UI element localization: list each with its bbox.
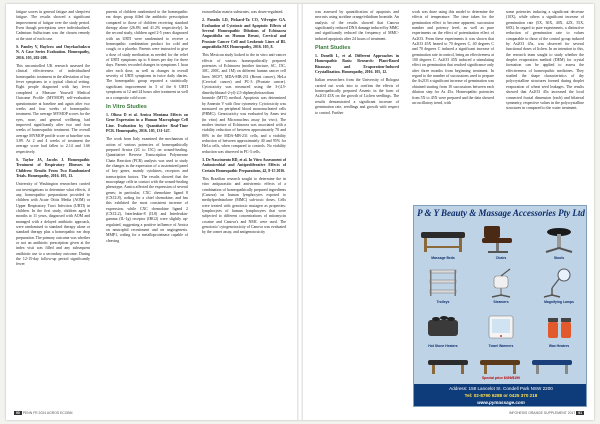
ad-product-chair: [474, 222, 528, 262]
text-column-4: [315, 10, 399, 410]
ad-product-label: Special price $499/$199: [482, 376, 520, 380]
text-column-6: [506, 10, 584, 206]
paragraph: extracellular matrix substrates, was down-regulated.: [202, 10, 284, 14]
ad-product-label: Magnifying Lamps: [544, 300, 574, 304]
ad-product-wax-heater: [534, 310, 584, 350]
paragraph: This Brazilian research sought to determine the in vitro antiparasitic and antiviremic effects of a combination of homeopathically prepared ingredients (Canova) on human lymphocytes exposed to methylprednisolone (MMC) sub-toxic doses. Cells were treated with genotoxic mutagen as properties: lymphocytes of human lymphocytes that were subjected to different concentrations of mitomycin cocaine and Canova's and NMC were used. The genotoxic/ cytogenotoxicity of Canova was evaluated by the comet assay, and antigenotoxicity: [202, 176, 286, 235]
paragraph: Italian researchers from the University of Bologna carried out work into to confirm the effects of homeopathically prepared Arsenic in the form of As2O3 45X on the growth of Lichen seedlings. The results demonstrated a significant increase of germination rate, seedlings and growth with respect to control. Further: [315, 78, 399, 115]
massage-bed-icon: [418, 222, 468, 256]
ad-product-label: Hot Stone Heaters: [428, 344, 458, 348]
ad-website[interactable]: www.pymassage.com: [477, 400, 525, 405]
ad-product-lamp: [534, 266, 584, 306]
stool-icon: [534, 222, 584, 256]
footer-text: INFOHESIS ORANGE SUPPLEMENT 2017: [509, 411, 576, 415]
reference-title: S. Pandey V, Haylcow and Onyekachukwu N. A Case Series Evaluation. Homeopathy, 2016. 105, 202-208.: [16, 45, 90, 60]
ad-product-stool: [534, 222, 584, 262]
right-page-footer: [509, 411, 584, 415]
ad-product-trolley: [418, 266, 468, 306]
ad-product-label: Chairs: [495, 256, 507, 260]
text-column-2: [106, 10, 188, 410]
section-heading: In Vitro Studies: [106, 103, 147, 110]
ad-product-label: Trolleys: [436, 300, 450, 304]
text-column-3: [202, 10, 286, 410]
paragraph: The work from Italy examined the mechanism of action of various potencies of homeopathically prepared Arnica (2C to 15C) on wound-healing. Quantitative Reverse Transcription Polymerase Chain Reaction (PCR) analysis was used to study the changes in the expression of a customized panel of key genes, mainly cytokines, receptors and transcription factors. The results showed that the macrophage cells in contact with the wound-healing phenotype, Arnica affected the expression of several genes; in particular, CXC chemokine ligand 8 (CXCL8), coding for a chief chemokine, and has this exhibited the most consistent increase of expression, while CXC chemokine ligand 2 (CXCL2), Interleukin-8 (IL8) and Interleukin-gamma (IL-1g) receptor (IRG2) were slightly up-regulated, suggesting a positive influence of Arnica on neutrophil recruitment and on angiogenesis. MMP1, coding for a metalloproteinase capable of cleaving: [106, 137, 188, 243]
ad-contact-footer: [414, 384, 587, 406]
ad-product-steamer: [474, 266, 528, 306]
page-gutter: [297, 4, 303, 420]
beds-icon: [418, 354, 584, 376]
ad-title: P & Y Beauty & Massage Accessories Pty Ltd: [417, 208, 585, 218]
reference-title: 3. De Nascimento BD, et al. In Vitro Assessment of Antimicrobial and Antiproliferative Effects of Certain Homeopathic Preparations, 42, 8-15 2016.: [202, 157, 286, 173]
paragraph: This uncontrolled UK research assessed the clinical effectiveness of individualised homeopathic treatment in the alleviation of hay fever symptoms in a typical clinical setting. Eight people diagnosed with hay fever completed a Measure Yourself Medical Outcome Profile (MYMOP) self-evaluation questionnaire at baseline and again after two weeks and four weeks of homeopathic treatment. The average MYMOP scores for the eyes, nose, and general wellbeing had improved significantly after two and four weeks of homeopathic treatment. The overall average MYMOP profile score at baseline was 3.89. At 2 and 4 weeks of treatment the average score had fallen to 2.14 and 1.66 respectively.: [16, 64, 90, 154]
towel-warmer-icon: [474, 310, 528, 344]
ad-product-stone-heater: [418, 310, 468, 350]
paragraph: some potencies inducing a significant decrease (10X), while others a significant increase of germination rate (5X, 30X, 40X, 42X, 55X, 60X). In regard to pure experiments, a distinctive reduction of germination rate to values comparable to those of the control group induced by As2O3 45x, was observed for several functional doses of lichen. In an intention to this, the research team sought to study whether the droplet evaporation method (DEM) for crystal formation can be applied to assess the effectiveness of homeopathic medicines. They studied the shape characteristics of dry polycrystalline structures formed during droplet evaporation of wheat seed leakages. The results showed that As2O3 45x increased the local connected fractal dimension (each) and bilateral symmetry, respective values in the polycrystalline structures in compared to the water treatment.: [506, 10, 584, 111]
stone-heater-icon: [418, 310, 468, 344]
ad-product-label: Stools: [553, 256, 565, 260]
ad-address: Address: 158 Lancelot St. Condell Park NSW 2200: [449, 386, 553, 391]
steamer-icon: [474, 266, 528, 300]
section-heading: Plant Studies: [315, 45, 351, 52]
ad-product-towel-warmer: [474, 310, 528, 350]
ad-product-label: Towel Warmers: [488, 344, 514, 348]
ad-phone[interactable]: Tel: 02-8790 6288 or 0425 370 218: [464, 393, 538, 398]
paragraph: University of Washington researchers carried out investigations to determine what effects, if any, homeopathic preparations provided to children with Acute Otitis Media (AOM) or Upper Respiratory Tract Infection (URTI) in children. In the first study, children aged 6 months to 11 years, diagnosed with AOM and managed with a delayed antibiotic approach, were randomised to standard therapy alone or standard therapy plus a homeopathic ear drop preparation. The primary outcome was whether or not an antibiotic prescription given at the index visit was filled and any subsequent antibiotic use to a secondary outcome. During the 12-15-day follow-up period significantly fewer: [16, 182, 90, 267]
reference-title: 1. Olioso D et al. Arnica Montana Effects on Gene Expression in a Human Macrophage Cell Line. Evaluation by Quantitative Real-Time PCR. Homeopathy, 2016. 105, 131-147.: [106, 112, 188, 133]
page-number: 91: [578, 411, 582, 415]
reference-title: S. Taylor JA, Jacobs J. Homeopathic Treatment of Respiratory Illnesses in Children: Results From Two Randomized Trials. Homeopathy, 2016. 105, 13.: [16, 157, 90, 178]
ad-product-label: Steamers: [493, 300, 509, 304]
paragraph: was assessed by quantification of apoptosis and necrosis using acridine orange/ethidium bromide. An analysis of the results showed that Canova significantly reduced DNA damage induced by MMC and significantly reduced the frequency of MMC-induced apoptosis after 24 hours of treatment.: [315, 10, 399, 41]
paragraph: fatigue scores in general fatigue and sleep/rest fatigue. The results showed a significant improvement of fatigue over the study period. Even though perceptions were individualised, Cadmium Sulfuricum was the chosen remedy at the start of each case.: [16, 10, 90, 41]
paragraph: parents of children randomised to the homeopathic ear drops group filled the antibiotic prescription compared to those of children receiving standard therapy alone (26.8% and 41.2% respectively). In the second study, children aged 2-5 years diagnosed with an URTI were randomised to receive a homeopathic combination product for cold and cough, or a placebo. Parents were instructed to give a dose of study medication as needed for the relief of URTI symptoms up to 6 times per day for three days. Parents recorded changes in symptoms 1 hour after each dose, as well as changes in overall severity of URTI symptoms in twice daily diaries. The homeopathic group reported a statistically significant improvement in 5 of the 6 URTI symptoms at 12 and 24 hours after treatment as well as a composite cold score.: [106, 10, 188, 100]
wax-heater-icon: [534, 310, 584, 344]
reference-title: 2. Paradis LD, Pickard-Ta CO, Vil-regier GA. Evaluation of Cytotoxic and Apoptotic Effects of Several Homeopathic Dilutions of Echinacea Angustifolia on Human Breast, Cervical and Prostate Cancer Cell and Leukemic Lines of BL angustifolia MX Homeopathy, 2016. 105, 8.: [202, 18, 286, 50]
reference-title: 1. Donelli L, et al. Different Approaches in Homeopathic Basis: Research: Plant-Based Bioassays and Evaporation-Induced Crystallization. Homeopathy, 2016. 105, 12.: [315, 54, 399, 75]
page-number: 90: [16, 411, 20, 415]
ad-product-label: Massage Beds: [431, 256, 455, 260]
ad-special-offer: [418, 354, 584, 384]
chair-icon: [474, 222, 528, 256]
ad-product-massage-bed: [418, 222, 468, 262]
text-column-1: [16, 10, 90, 410]
left-page-footer: [14, 411, 72, 415]
text-column-5: [412, 10, 494, 206]
paragraph: This Mexican study looked to the in vitro anti-cancer effects of various homeopathically prepared potencies of Echinacea (mother tincture, 6C, 15C, 30C, 200C, and 1M) on different human cancer cell lines: MCF7, MDA-MB-231 (Breast cancer), HeLa (Cervical cancer) and PC-3 (Prostate cancer). Cytotoxicity was measured using the 3-(4,5-dimethylthiazol-2-yl)-2,5-diphenyltetrazolium bromide (MTT) method. Apoptosis was determined by Annexin V with flow cytometry. Cytotoxicity was measured on peripheral blood mononucleated cells (PBMC). Genotoxicity was evaluated by Ames test (in vitro) and Micronucleus assay (in vivo). The mother tincture of Echinacea was associated with a viability reduction of between approximately 70 and 80% in the MDA-MB-231 cells, and a viability reduction of between approximately 40 and 95% for HeLa cells, when compared to controls. No viability reduction was observed in PC-3 cells.: [202, 53, 286, 154]
advertisement[interactable]: [413, 205, 587, 407]
magnifying-lamp-icon: [534, 266, 584, 300]
ad-product-label: Wax Heaters: [548, 344, 570, 348]
footer-text: PENN FR 2024 AGROS ECOBM: [22, 411, 73, 415]
paragraph: work was done using this model to determine the effects of temperature. The time taken for the germination effect to become apparent, succussion number and potency level, as well as pure experiments on the effect of potentisation effect of As2O3. From these experiments it was shown that As2O3 45X heated to 70 degrees C, 40 degrees C and 70 degrees C induced a significant increase of germination rate in control, being an effectiveness at 100 degrees C. As2O3 45X induced a stimulating effect on germination that reached significance only after three months from beginning treatment. In regard to the number of succussions used to prepare the As2O3 a significant increase of germination was obtained starting from 10 succussions between each dilution step for As 45x. Homeopathic potencies from 5X to 45X were prepared and the data showed an oscillatory trend, with: [412, 10, 494, 105]
trolley-icon: [418, 266, 468, 300]
